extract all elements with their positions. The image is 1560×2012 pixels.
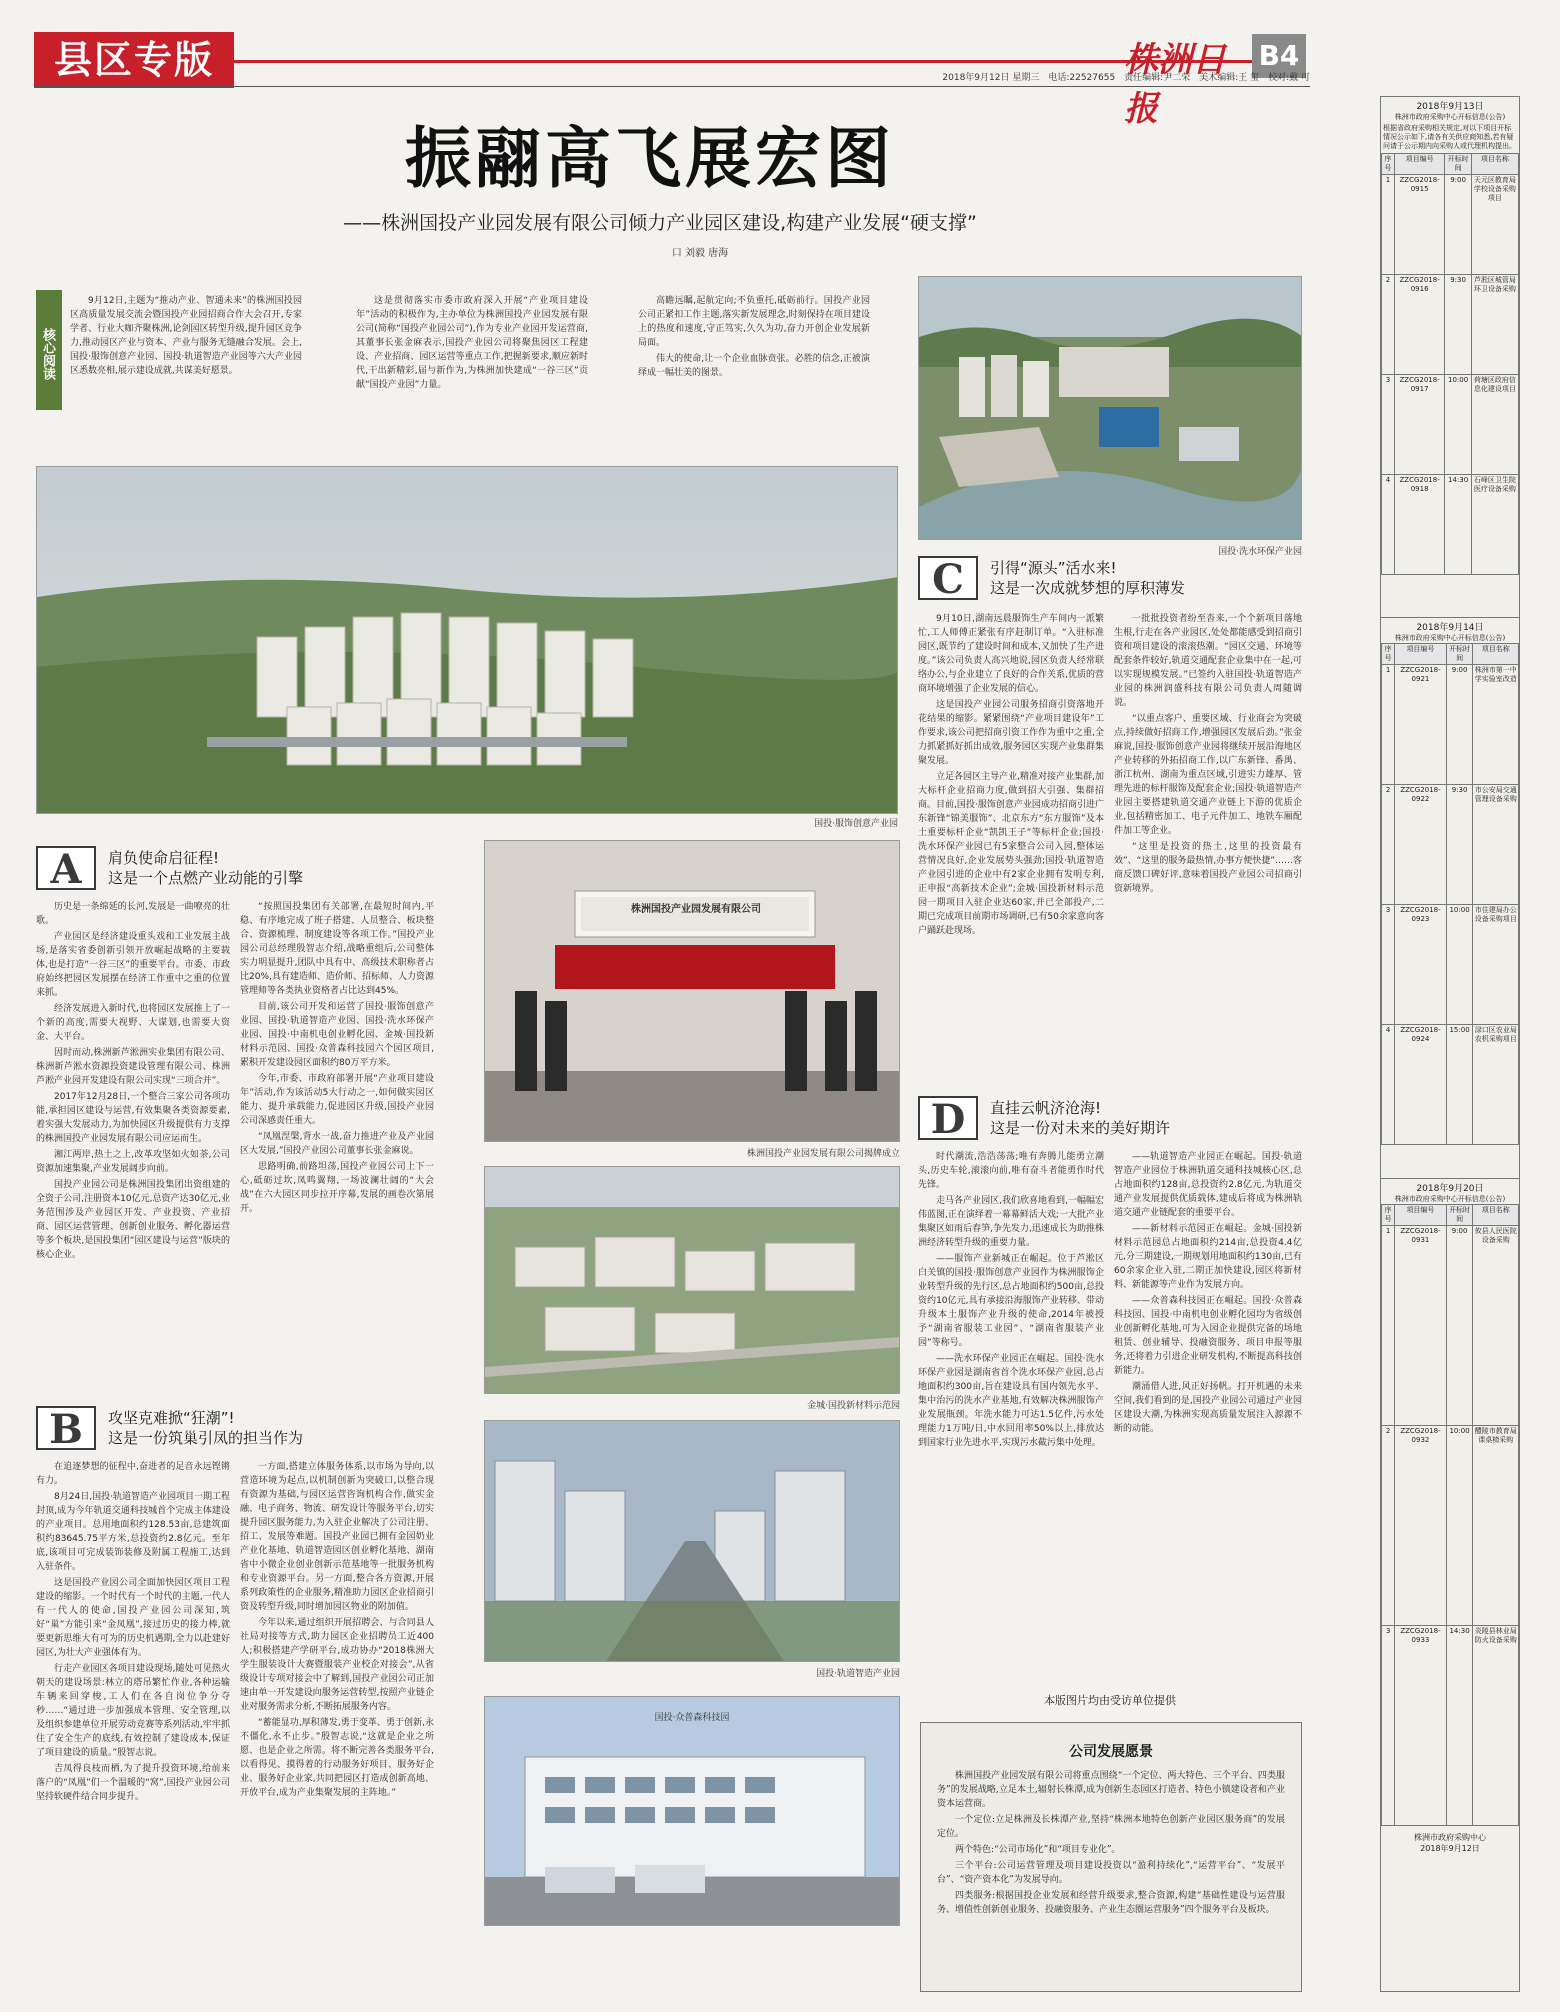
notice-th: 开标时间 — [1446, 1205, 1473, 1226]
notice-subtitle: 株洲市政府采购中心开标信息(公告) — [1394, 1195, 1506, 1203]
body-paragraph: 这是国投产业园公司全面加快园区项目工程建设的缩影。一个时代有一个时代的主题,一代人有一代人的使命,国投产业园公司深知,筑好“巢”方能引来“金凤凰”,接过历史的接力棒,就要更新思维大有可为的历史机遇期,全力以赴建好园区,为壮大产业强体有为。 — [36, 1578, 230, 1658]
notice-th: 项目名称 — [1473, 1205, 1519, 1226]
notice-cell: ZZCG2018-0918 — [1394, 475, 1445, 575]
section-tag: 县区专版 — [34, 32, 234, 88]
notice-cell: ZZCG2018-0916 — [1394, 275, 1445, 375]
lead-paragraph: 高瞻远瞩,起航定向;不负重托,砥砺前行。国投产业园公司正紧扣工作主题,落实新发展理念,时刻保持在项目建设上的热度和速度,守正笃实,久久为功,奋力开创企业发展新局面。 — [638, 296, 870, 348]
section-a-title-1: 肩负使命启征程! — [108, 849, 220, 867]
table-row — [1382, 475, 1519, 575]
notice-block — [1381, 1179, 1519, 1939]
body-paragraph: 目前,该公司开发和运营了国投·服饰创意产业园、国投·轨道智造产业园、国投·洗水环保产业园、国投·中南机电创业孵化园、金城·国投新材料示范园、国投·众普森科技园六个园区项目,累积开发建设园区面积约80万平方米。 — [240, 1002, 434, 1068]
notice-th: 项目名称 — [1471, 154, 1518, 175]
section-b-title-2: 这是一份筑巢引凤的担当作为 — [108, 1429, 304, 1447]
notice-strip — [1380, 96, 1520, 1992]
body-paragraph: 湘江两岸,热土之上,改革攻坚如火如荼,公司资源加速集聚,产业发展阔步向前。 — [36, 1150, 230, 1174]
photo-wash-park — [918, 276, 1302, 540]
header-bottom-rule — [34, 86, 1310, 87]
notice-cell: 市公安局交通管理设备采购 — [1473, 785, 1519, 905]
table-row — [1382, 375, 1519, 475]
table-row — [1382, 175, 1519, 275]
body-paragraph: ——洗水环保产业园正在崛起。国投·洗水环保产业园是湖南省首个洗水环保产业园,总占地面积约300亩,旨在建设具有国内领先水平、集中治污的洗水产业基地,有效解决株洲服饰产业发展瓶颈。年洗水能力可达1.5亿件,污水处理能力1万吨/日,中水回用率50%以上,排放达到国家行业先进水平,实现污水截污集中处理。 — [918, 1354, 1104, 1448]
section-b-col-1 — [36, 1460, 230, 1994]
notice-table — [1381, 153, 1519, 575]
body-paragraph: 吉凤得良枝而栖,为了提升投资环境,给前来落户的“凤凰”们一个温暖的“窝”,国投产业园公司坚持软硬件结合同步提升。 — [36, 1764, 230, 1802]
caption-rail-park: 国投·轨道智造产业园 — [816, 1669, 900, 1679]
main-aerial-graphic — [37, 467, 898, 814]
notice-cell: ZZCG2018-0933 — [1395, 1626, 1446, 1826]
notice-th: 序号 — [1382, 644, 1395, 665]
caption-tech-park: 国投·众普森科技园 — [654, 1713, 730, 1723]
notice-cell: 3 — [1382, 1626, 1395, 1826]
body-paragraph: 这是国投产业园公司服务招商引资落地开花结果的缩影。紧紧围绕“产业项目建设年”工作要求,该公司把招商引资工作作为重中之重,全力抓紧抓好抓出成效,服务园区实现产业集群集聚发展。 — [918, 700, 1104, 766]
notice-title: 2018年9月14日 — [1416, 623, 1484, 633]
notice-th: 开标时间 — [1445, 154, 1471, 175]
notice-cell: 3 — [1382, 375, 1395, 475]
notice-cell: ZZCG2018-0922 — [1395, 785, 1446, 905]
body-paragraph: “这里是投资的热土,这里的投资最有效”、“这里的服务最热情,办事方便快捷”……客商反馈口碑好评,意味着国投产业园公司招商引资新境界。 — [1114, 842, 1302, 894]
new-material-graphic — [485, 1167, 900, 1394]
table-row — [1382, 1626, 1519, 1826]
lead-col-3 — [638, 294, 870, 448]
section-d-title-1: 直挂云帆济沧海! — [990, 1099, 1102, 1117]
photo-fashion-park — [36, 466, 898, 814]
table-row — [1382, 1426, 1519, 1626]
notice-th: 序号 — [1382, 154, 1395, 175]
body-paragraph: 历史是一条绵延的长河,发展是一曲嘹亮的壮歌。 — [36, 902, 230, 926]
table-row — [1382, 785, 1519, 905]
lead-paragraph: 这是贯彻落实市委市政府深入开展“产业项目建设年”活动的积极作为,主办单位为株洲国投产业园发展有限公司(简称“国投产业园公司”),作为专业产业园开发运营商,其董事长张金麻表示,国投产业园公司将聚焦园区工程建设、产业招商、园区运营等重点工作,把握新要求,顺应新时代,干出新精彩,届与新作为,为株洲加快建成“一谷三区”贡献“国投产业园”力量。 — [356, 296, 588, 390]
section-a-col-1 — [36, 900, 230, 1380]
notice-block — [1381, 97, 1519, 618]
notice-cell: ZZCG2018-0917 — [1394, 375, 1445, 475]
body-paragraph: 思路明确,前路坦荡,国投产业园公司上下一心,砥砺过坎,凤鸣翼翔,一场波澜壮阔的“大会战”在六大园区同步拉开序幕,发展的画卷次第展开。 — [240, 1162, 434, 1214]
photo-tech-park — [484, 1696, 900, 1926]
lead-col-1 — [70, 294, 302, 448]
body-paragraph: ——轨道智造产业园正在崛起。国投·轨道智造产业园位于株洲轨道交通科技城核心区,总占地面积约128亩,总投资约2.8亿元,为轨道交通产业发展提供优质载体,建成后将成为株洲轨道交通产业链配套的重要平台。 — [1114, 1152, 1302, 1218]
section-a-col-2 — [240, 900, 434, 1380]
notice-cell: 10:00 — [1445, 375, 1471, 475]
notice-cell: 芦淞区城管局环卫设备采购 — [1471, 275, 1518, 375]
body-paragraph: 8月24日,国投·轨道智造产业园项目一期工程封顶,成为今年轨道交通科技城首个完成主体建设的产业项目。总用地面积约128.53亩,总建筑面积约83645.75平方米,总投资约2.8亿元。至年底,该项目可完成装饰装修及附属工程施工,达到入驻条件。 — [36, 1492, 230, 1572]
caption-fashion-park: 国投·服饰创意产业园 — [814, 819, 898, 829]
body-paragraph: 产业园区是经济建设重头戏和工业发展主战场,是落实省委创新引领开放崛起战略的主要载体,也是打造“一谷三区”的重要平台。市委、市政府始终把园区发展摆在经济工作重中之重的位置来抓。 — [36, 932, 230, 998]
rail-park-graphic — [485, 1421, 900, 1662]
notice-th: 项目名称 — [1473, 644, 1519, 665]
lead-col-2 — [356, 294, 588, 448]
section-c-col-2 — [1114, 612, 1302, 1076]
notice-th: 项目编号 — [1395, 644, 1446, 665]
body-paragraph: “以重点客户、重要区域、行业商会为突破点,持续做好招商工作,增强园区发展后劲。”张金麻说,国投·服饰创意产业园将继续开展沿海地区产业转移的外拓招商工作,以广东新锋、番禺、浙江杭州、湖南为重点区域,引进实力雄厚、管理先进的标杆服饰及配套企业;国投·轨道智造产业园主要搭建轨道交通产业链上下游的优质企业,包括精密加工、电子元件加工、地铁车厢配件加工等企业。 — [1114, 714, 1302, 836]
notice-cell: 3 — [1382, 905, 1395, 1025]
lead-paragraph: 9月12日,主题为“推动产业、智通未来”的株洲国投园区高质量发展交流会暨国投产业园招商合作大会召开,专家学者、行业大咖齐聚株洲,论剑园区转型升级,提升园区竞争力,推动园区产业与资本、产业与服务无缝融合发展。会上,国投·服饰创意产业园、国投·轨道智造产业园等六大产业园区悉数亮相,展示建设成就,共谋美好愿景。 — [70, 296, 302, 376]
vision-paragraph: 一个定位:立足株洲及长株潭产业,坚持“株洲本地特色创新产业园区服务商”的发展定位。 — [937, 1815, 1285, 1839]
notice-cell: 荷塘区政府信息化建设项目 — [1471, 375, 1518, 475]
body-paragraph: 经济发展进入新时代,也将园区发展推上了一个新的高度,需要大视野、大谋划,也需要大资金、大平台。 — [36, 1004, 230, 1042]
notice-cell: 渌口区农业局农机采购项目 — [1473, 1025, 1519, 1145]
body-paragraph: 走马各产业园区,我们欣喜地看到,一幅幅宏伟蓝图,正在演绎着一幕幕鲜活大戏;一大批产业集聚区如雨后春笋,争先发力,迅速成长为助推株洲经济转型升级的重要力量。 — [918, 1196, 1104, 1248]
section-c-col-1 — [918, 612, 1104, 1076]
body-paragraph: 一批批投资者纷至沓来,一个个新项目落地生根,行走在各产业园区,处处都能感受到招商引资和项目建设的滚滚热潮。“园区交通、环境等配套条件较好,轨道交通配套企业集中在一起,可以实现规模发展。”已签约入驻国投·轨道智造产业园的株洲润盛科技有限公司负责人周随调说。 — [1114, 614, 1302, 708]
section-c-title-2: 这是一次成就梦想的厚积薄发 — [990, 579, 1186, 597]
vision-paragraph: 两个特色:“公司市场化”和“项目专业化”。 — [955, 1845, 1121, 1855]
body-paragraph: 因时而动,株洲新芦淞洲实业集团有限公司、株洲新芦淞水资源投资建设管理有限公司、株洲芦淞产业园开发建设有限公司实现“三项合并”。 — [36, 1048, 230, 1086]
notice-cell: ZZCG2018-0931 — [1395, 1226, 1446, 1426]
table-row — [1382, 665, 1519, 785]
notice-cell: ZZCG2018-0932 — [1395, 1426, 1446, 1626]
vision-paragraph: 三个平台:公司运营管理及项目建设投资以“盈利持续化”,“运营平台”、“发展平台”、“资产资本化”为发展导向。 — [937, 1861, 1285, 1885]
notice-title: 2018年9月13日 — [1416, 102, 1484, 112]
body-paragraph: “按照国投集团有关部署,在最短时间内,平稳、有序地完成了班子搭建、人员整合、板块整合、资源梳理、制度建设等各项工作。”国投产业园公司总经理殷智志介绍,战略重组后,公司整体实力明显提升,团队中具有中、高级技术职称者占比20%,具有建造师、造价师、招标师、人力资源管理师等各类执业资格者占比达到45%。 — [240, 902, 434, 996]
body-paragraph: “蓄能显功,厚积薄发,勇于变革、勇于创新,永不僵化,永不止步。”殷智志说,“这就是企业之所愿、也是企业之所需。将不断完善各类服务平台,以看得见、摸得着的行动服务好项目、服务好企业、服务好企业家,共同把园区打造成创新高地、开放平台,成为产业集聚发展的主阵地。” — [240, 1718, 434, 1798]
caption-unveiling: 株洲国投产业园发展有限公司揭牌成立 — [746, 1149, 900, 1159]
body-paragraph: 时代潮流,浩浩荡荡;唯有奔腾儿能勇立潮头,历史车轮,滚滚向前,唯有奋斗者能勇作时代先锋。 — [918, 1152, 1104, 1190]
notice-cell: 10:00 — [1446, 1426, 1473, 1626]
vision-paragraph: 株洲国投产业园发展有限公司将重点围绕“一个定位、两大特色、三个平台、四类服务”的发展战略,立足本土,辐射长株潭,成为创新生态园区打造者、特色小镇建设者和产业资本运营商。 — [937, 1771, 1285, 1809]
byline: 口 刘毅 唐海 — [671, 248, 729, 259]
lead-tag: 核心阅读 — [36, 290, 62, 410]
section-b-badge: B — [36, 1406, 96, 1450]
notice-cell: 炎陵县林业局防火设备采购 — [1473, 1626, 1519, 1826]
tech-park-graphic — [485, 1697, 900, 1926]
notice-cell: 2 — [1382, 1426, 1395, 1626]
notice-cell: 1 — [1382, 175, 1395, 275]
page-code: B4 — [1252, 34, 1306, 78]
body-paragraph: 国投产业园公司是株洲国投集团出资组建的全资子公司,注册资本10亿元,总资产达30亿元,业务范围涉及产业园区开发、产业投资、产业招商、园区运营管理、创新创业服务、孵化器运营等多个板块,是国投集团“园区建设与运营”版块的核心企业。 — [36, 1180, 230, 1260]
notice-cell: ZZCG2018-0923 — [1395, 905, 1446, 1025]
section-b-col-2 — [240, 1460, 434, 1994]
notice-cell: 市住建局办公设备采购项目 — [1473, 905, 1519, 1025]
photo-sign-text: 株洲国投产业园发展有限公司 — [631, 904, 761, 915]
notice-cell: ZZCG2018-0924 — [1395, 1025, 1446, 1145]
dateline: 2018年9月12日 星期三 电话:22527655 责任编辑:尹二荣 美术编辑:王 玺 校对:戴 可 — [942, 73, 1310, 83]
body-paragraph: ——新材料示范园正在崛起。金城·国投新材料示范园总占地面积约214亩,总投资4.4亿元,分三期建设,一期规划用地面积约130亩,已有60余家企业入驻,二期正加快建设,园区将新材料、新能源等产业作为发展方向。 — [1114, 1224, 1302, 1290]
notice-block — [1381, 618, 1519, 1179]
lead-paragraph: 伟大的使命,让一个企业血脉贲张。必胜的信念,正被演绎成一幅壮美的图景。 — [638, 354, 870, 378]
caption-new-material: 金城·国投新材料示范园 — [807, 1401, 900, 1411]
section-c-title-1: 引得“源头”活水来! — [990, 559, 1117, 577]
table-row — [1382, 275, 1519, 375]
notice-footer-org: 株洲市政府采购中心 — [1414, 1833, 1486, 1842]
table-row — [1382, 905, 1519, 1025]
notice-cell: 1 — [1382, 1226, 1395, 1426]
section-a-badge: A — [36, 846, 96, 890]
section-d-col-1 — [918, 1150, 1104, 1666]
section-b-title-1: 攻坚克难掀“狂潮”! — [108, 1409, 235, 1427]
notice-cell: 9:30 — [1445, 275, 1471, 375]
notice-cell: 1 — [1382, 665, 1395, 785]
caption-wash-park: 国投·洗水环保产业园 — [1218, 547, 1302, 557]
notice-cell: 9:30 — [1446, 785, 1473, 905]
section-d-badge: D — [918, 1096, 978, 1140]
vision-box — [920, 1722, 1302, 1992]
body-paragraph: 一方面,搭建立体服务体系,以市场为导向,以营造环境为起点,以机制创新为突破口,以整合现有资源为基础,与园区运营咨询机构合作,做实金融、电子商务、物流、研发设计等服务平台,切实提升园区服务能力,为入驻企业解决了公司注册、招工、发展等难题。国投产业园已拥有金园奶业产业化基地、轨道智造园区创业孵化基地、湖南省中小微企业创业创新示范基地等一批服务机构和专业资源平台。另一方面,整合各方资源,开展系列政策性的企业服务,精准助力园区企业招商引资及转型升级,同时增加园区物业的附加值。 — [240, 1462, 434, 1612]
notice-cell: ZZCG2018-0921 — [1395, 665, 1446, 785]
notice-cell: 4 — [1382, 1025, 1395, 1145]
notice-cell: 9:00 — [1446, 1226, 1473, 1426]
notice-th: 序号 — [1382, 1205, 1395, 1226]
notice-subtitle: 株洲市政府采购中心开标信息(公告) — [1394, 634, 1506, 642]
notice-cell: 9:00 — [1445, 175, 1471, 275]
notice-subtitle: 株洲市政府采购中心开标信息(公告) — [1394, 113, 1506, 121]
notice-th: 项目编号 — [1395, 1205, 1446, 1226]
body-paragraph: ——服饰产业新城正在崛起。位于芦淞区白关镇的国投·服饰创意产业园作为株洲服饰企业转型升级的先行区,总占地面积约500亩,总投资约10亿元,具有承接沿海服饰产业转移、带动升级本土服饰产业升级的使命,2014年被授予“湖南省服装工业园”、“湖南省服装产业园”等称号。 — [918, 1254, 1104, 1348]
notice-cell: 天元区教育局学校设备采购项目 — [1471, 175, 1518, 275]
body-paragraph: 立足各园区主导产业,精准对接产业集群,加大标杆企业招商力度,做到招大引强、集群招商。目前,国投·服饰创意产业园成功招商引进广东新锋“锦美服饰”、北京东方“东方服饰”及本土重要标杆企业“凯凯王子”等标杆企业;国投·洗水环保产业园已有5家整合公司入园,整体运营情况良好,企业发展势头强劲;国投·轨道智造产业园引进的企业中有2家企业拥有发明专利,正申报“高新技术企业”;金城·国投新材料示范园一期项目入驻企业达60家,并已全部投产,二期已完成项目前期市场调研,已有50余家意向客户踊跃赴现场。 — [918, 772, 1104, 936]
subtitle: ——株洲国投产业园发展有限公司倾力产业园区建设,构建产业发展“硬支撑” — [343, 212, 977, 234]
notice-cell: 9:00 — [1446, 665, 1473, 785]
notice-cell: 株洲市第一中学实验室改造 — [1473, 665, 1519, 785]
masthead: 株洲日报 — [1124, 40, 1226, 129]
notice-cell: 14:30 — [1446, 1626, 1473, 1826]
notice-cell: 2 — [1382, 275, 1395, 375]
notice-table — [1381, 1204, 1519, 1826]
page-title: 振翮高飞展宏图 — [405, 119, 895, 197]
notice-cell: 攸县人民医院设备采购 — [1473, 1226, 1519, 1426]
body-paragraph: 9月10日,湖南远晨服饰生产车间内一派繁忙,工人师傅正紧张有序赶制订单。“入驻标准园区,既节约了建设时间和成本,又加快了生产进度。”该公司负责人高兴地说,园区负责人经常联络办公,与企业建立了良好的合作关系,优质的营商环境增强了企业发展的信心。 — [918, 614, 1104, 694]
notice-cell: 石峰区卫生院医疗设备采购 — [1471, 475, 1518, 575]
section-d-col-2 — [1114, 1150, 1302, 1666]
aerial-photo-graphic — [919, 277, 1302, 540]
body-paragraph: “凤凰涅槃,背水一战,奋力推进产业及产业园区大发展,”国投产业园公司董事长张金麻说。 — [240, 1132, 434, 1156]
notice-th: 项目编号 — [1394, 154, 1445, 175]
notice-cell: 4 — [1382, 475, 1395, 575]
vision-text — [937, 1769, 1285, 1979]
photo-unveiling — [484, 840, 900, 1142]
photo-credit: 本版图片均由受访单位提供 — [1044, 1694, 1176, 1707]
notice-cell: ZZCG2018-0915 — [1394, 175, 1445, 275]
notice-title: 2018年9月20日 — [1416, 1184, 1484, 1194]
notice-intro: 根据省政府采购相关规定,对以下项目开标情况公示如下,请各有关供应商知悉,若有疑问请于公示期内向采购人或代理机构提出。 — [1383, 124, 1516, 150]
section-d-title-2: 这是一份对未来的美好期许 — [990, 1119, 1171, 1137]
section-c-badge: C — [918, 556, 978, 600]
body-paragraph: 在追逐梦想的征程中,奋进者的足音永远铿锵有力。 — [36, 1462, 230, 1486]
notice-cell: 14:30 — [1445, 475, 1471, 575]
notice-table — [1381, 643, 1519, 1145]
body-paragraph: 今年以来,通过组织开展招聘会、与合同县人社局对接等方式,助力园区企业招聘员工近400人;积极搭建产学研平台,成功协办“2018株洲大学生服装设计大赛暨服装产业校企对接会”,从省级设计专项对接会中了解到,国投产业园公司正加速由单一开发建设向服务运营转型,按照产业链企业对服务需求分析,不断拓展服务内容。 — [240, 1618, 434, 1712]
notice-cell: 2 — [1382, 785, 1395, 905]
section-a-title-2: 这是一个点燃产业动能的引擎 — [108, 869, 304, 887]
body-paragraph: ——众普森科技园正在崛起。国投·众普森科技园、国投·中南机电创业孵化园均为省级创业创新孵化基地,可为入园企业提供完备的场地租赁、创业辅导、投融资服务、项目申报等服务,还将着力引进企业研发机构,不断提高科技创新能力。 — [1114, 1296, 1302, 1376]
photo-new-material — [484, 1166, 900, 1394]
body-paragraph: 今年,市委、市政府部署开展“产业项目建设年”活动,作为该活动5大行动之一,如何做实园区能力、提升承载能力,促进园区升级,国投产业园公司深感责任重大。 — [240, 1074, 434, 1126]
table-row — [1382, 1226, 1519, 1426]
notice-footer-date: 2018年9月12日 — [1420, 1844, 1480, 1853]
unveiling-graphic — [485, 841, 900, 1142]
body-paragraph: 2017年12月28日,一个整合三家公司各项功能,承担园区建设与运营,有效集聚各类资源要素,着实强大发展动力,为加快园区升级提供有力支撑的株洲国投产业园发展有限公司应运而生。 — [36, 1092, 230, 1144]
photo-rail-park — [484, 1420, 900, 1662]
vision-title: 公司发展愿景 — [1069, 1744, 1153, 1760]
body-paragraph: 行走产业园区各项目建设现场,随处可见热火朝天的建设场景:林立的塔吊繁忙作业,各种运输车辆来回穿梭,工人们在各自岗位争分夺秒……“通过进一步加强成本管理、安全管理,以及组织参建单位开展劳动竞赛等系列活动,牢牢抓住了安全生产的底线,有效控制了建设成本,保证了项目建设的质量。”殷智志说。 — [36, 1664, 230, 1758]
table-row — [1382, 1025, 1519, 1145]
notice-cell: 10:00 — [1446, 905, 1473, 1025]
notice-cell: 醴陵市教育局课桌椅采购 — [1473, 1426, 1519, 1626]
notice-th: 开标时间 — [1446, 644, 1473, 665]
vision-paragraph: 四类服务:根据国投企业发展和经营升级要求,整合资源,构建“基础性建设与运营服务、增值性创新创业服务、投融资服务、产业生态圈运营服务”四个服务平台及板块。 — [937, 1891, 1285, 1915]
body-paragraph: 潮涌借人进,风正好扬帆。打开机遇的未来空间,我们看到的是,国投产业园公司通过产业园区建设大潮,为株洲实现高质量发展注入源源不断的动能。 — [1114, 1382, 1302, 1434]
notice-cell: 15:00 — [1446, 1025, 1473, 1145]
